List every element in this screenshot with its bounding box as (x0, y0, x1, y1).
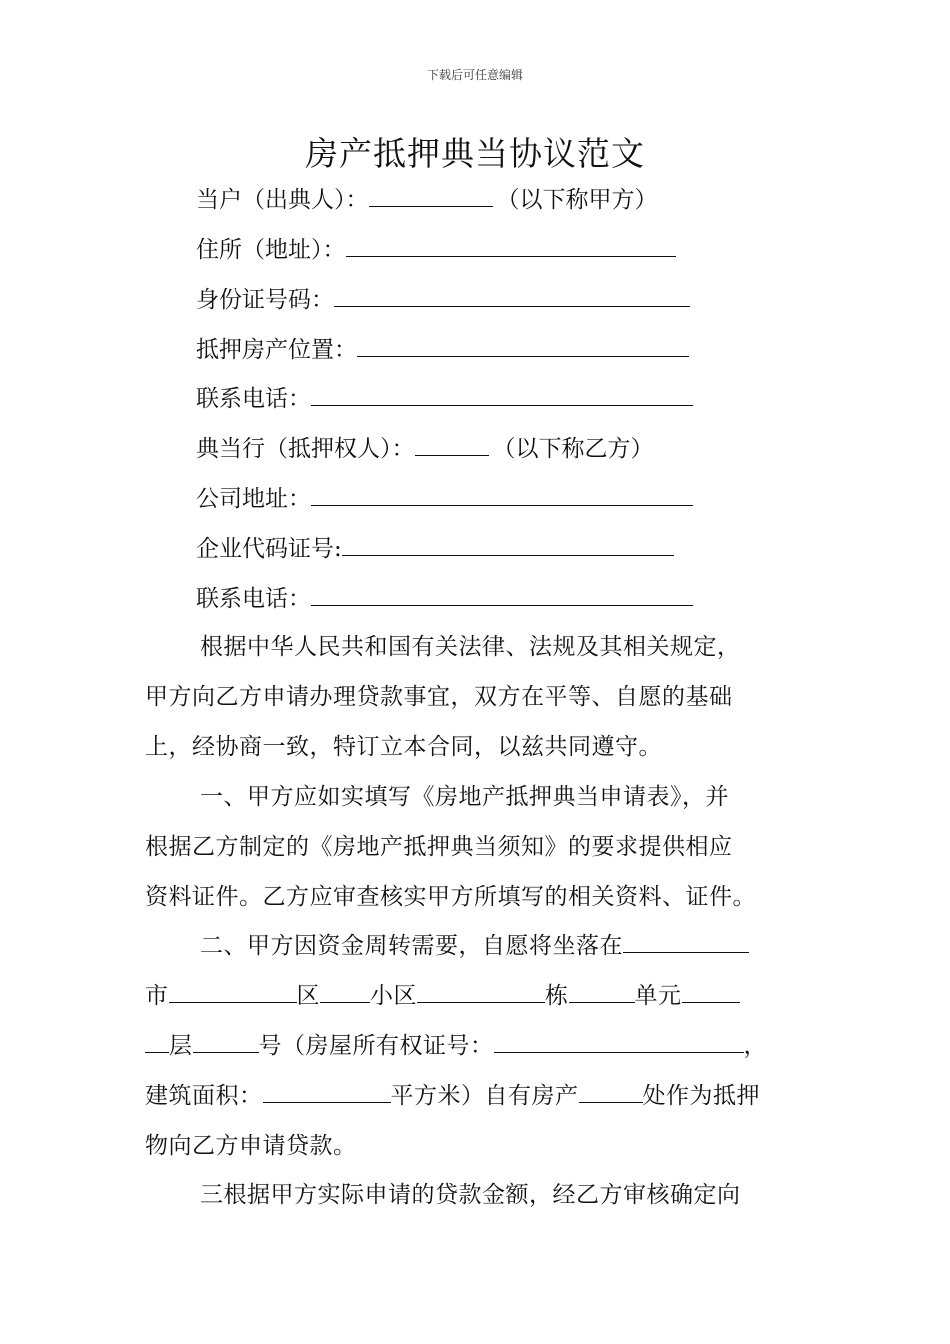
blank-line (263, 1076, 391, 1103)
header-note: 下载后可任意编辑 (426, 68, 523, 82)
intro-paragraph (145, 622, 810, 772)
blank-line (579, 1076, 643, 1103)
paragraph-line: 物向乙方申请贷款。 (145, 1133, 357, 1159)
field-pawnshop (196, 431, 716, 465)
clause-text: 市 (145, 983, 169, 1009)
clause-text: 单元 (634, 983, 682, 1009)
field-label: 当户（出典人）： (196, 187, 369, 213)
paragraph-line (145, 971, 810, 1021)
clause-text: 层 (169, 1033, 193, 1059)
blank-line (569, 976, 635, 1003)
clause-text: 建筑面积： (145, 1083, 263, 1109)
paragraph-line: 根据乙方制定的《房地产抵押典当须知》的要求提供相应 (145, 834, 733, 860)
blank-line (145, 1026, 169, 1053)
paragraph-line: 资料证件。乙方应审查核实甲方所填写的相关资料、证件。 (145, 884, 756, 910)
field-tail: （以下称乙方） (492, 436, 654, 462)
blank-line (623, 926, 749, 953)
blank-line (494, 1026, 744, 1053)
paragraph-line (145, 1021, 810, 1071)
field-phone-b (196, 581, 716, 615)
clause-2 (145, 921, 810, 1171)
field-label: 典当行（抵押权人）： (196, 436, 415, 462)
clause-1 (145, 772, 810, 922)
field-tail: （以下称甲方） (496, 187, 658, 213)
field-label: 住所（地址）： (196, 237, 346, 263)
paragraph-line: 上，经协商一致，特订立本合同，以兹共同遵守。 (145, 734, 662, 760)
paragraph-line: 甲方向乙方申请办理贷款事宜，双方在平等、自愿的基础 (145, 684, 733, 710)
clause-text: 栋 (545, 983, 569, 1009)
blank-line (311, 381, 693, 406)
field-address (196, 232, 716, 266)
field-pawner (196, 182, 716, 216)
field-label: 联系电话： (196, 586, 311, 612)
clause-text: 处作为抵押 (642, 1083, 760, 1109)
document-title: 房产抵押典当协议范文 (305, 134, 645, 173)
blank-line (369, 182, 493, 207)
field-phone-a (196, 381, 716, 415)
blank-line (682, 976, 740, 1003)
blank-line (334, 282, 690, 307)
clause-text: 号（房屋所有权证号： (258, 1033, 494, 1059)
clause-text: 二、甲方因资金周转需要，自愿将坐落在 (200, 933, 623, 959)
clause-3 (145, 1170, 810, 1220)
field-company-address (196, 481, 716, 515)
field-label: 抵押房产位置： (196, 337, 357, 363)
paragraph-line: 根据中华人民共和国有关法律、法规及其相关规定， (200, 634, 741, 660)
field-property-location (196, 332, 716, 366)
field-label: 联系电话： (196, 386, 311, 412)
blank-line (320, 976, 370, 1003)
field-id-number (196, 282, 716, 316)
blank-line (193, 1026, 259, 1053)
blank-line (346, 232, 676, 257)
clause-text: 小区 (370, 983, 417, 1009)
clause-text: ， (743, 1033, 767, 1059)
blank-line (311, 581, 693, 606)
field-label: 身份证号码： (196, 287, 334, 313)
blank-line (415, 431, 489, 456)
blank-line (417, 976, 545, 1003)
field-enterprise-code (196, 531, 716, 565)
blank-line (311, 481, 693, 506)
clause-text: 平方米）自有房产 (390, 1083, 579, 1109)
field-label: 公司地址： (196, 486, 311, 512)
paragraph-line: 一、甲方应如实填写《房地产抵押典当申请表》，并 (200, 784, 729, 810)
field-label: 企业代码证号: (196, 536, 342, 562)
paragraph-line (145, 921, 810, 971)
paragraph-line: 三根据甲方实际申请的贷款金额，经乙方审核确定向 (200, 1182, 741, 1208)
blank-line (357, 332, 689, 357)
blank-line (342, 531, 674, 556)
clause-text: 区 (296, 983, 320, 1009)
blank-line (169, 976, 297, 1003)
paragraph-line (145, 1071, 810, 1121)
